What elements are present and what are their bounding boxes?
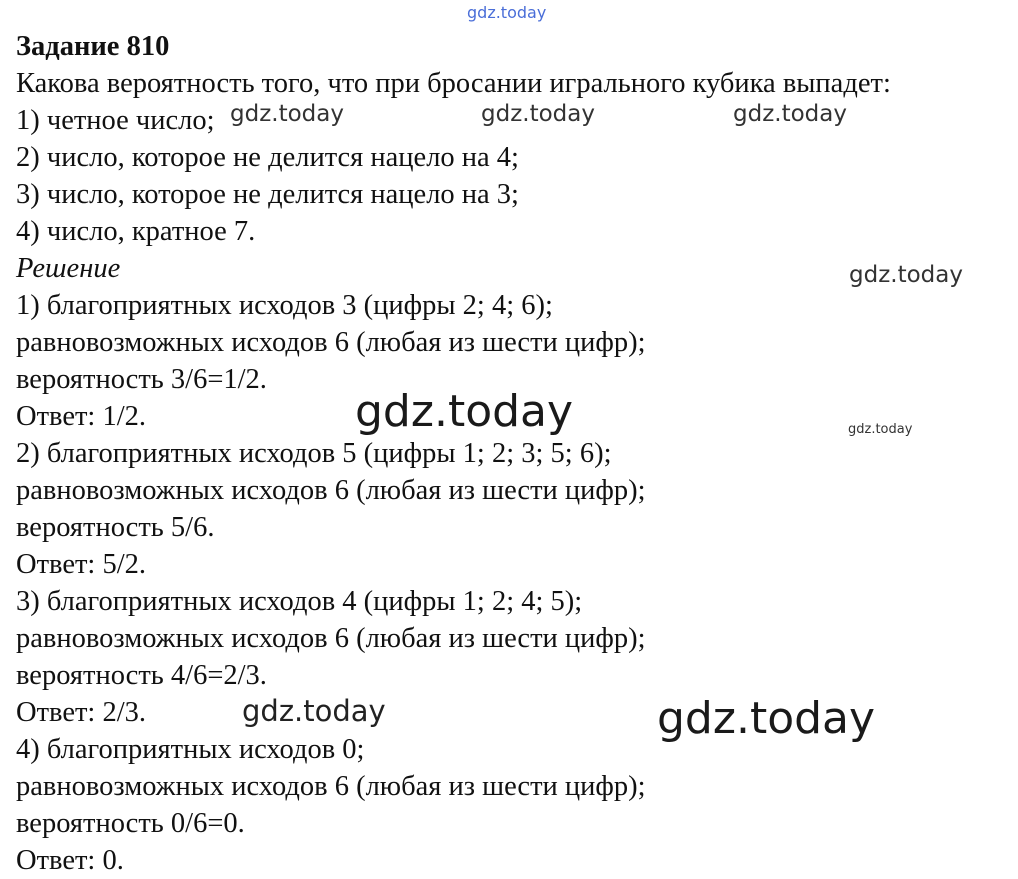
task-item: 2) число, которое не делится нацело на 4; <box>16 142 519 173</box>
solution-line: равновозможных исходов 6 (любая из шести цифр); <box>16 327 646 358</box>
answer-line: Ответ: 0. <box>16 845 124 876</box>
watermark: gdz.today <box>242 694 386 728</box>
watermark-large: gdz.today <box>355 386 574 437</box>
task-title: Задание 810 <box>16 31 170 62</box>
task-item: 3) число, которое не делится нацело на 3; <box>16 179 519 210</box>
solution-line: равновозможных исходов 6 (любая из шести цифр); <box>16 771 646 802</box>
solution-line: 1) благоприятных исходов 3 (цифры 2; 4; 6); <box>16 290 553 321</box>
solution-line: вероятность 0/6=0. <box>16 808 245 839</box>
watermark-large: gdz.today <box>657 693 876 744</box>
solution-line: 2) благоприятных исходов 5 (цифры 1; 2; 3; 5; 6); <box>16 438 612 469</box>
solution-line: равновозможных исходов 6 (любая из шести цифр); <box>16 623 646 654</box>
task-question: Какова вероятность того, что при бросании игрального кубика выпадет: <box>16 68 891 99</box>
watermark: gdz.today <box>230 101 344 127</box>
solution-line: 4) благоприятных исходов 0; <box>16 734 365 765</box>
watermark: gdz.today <box>849 262 963 288</box>
watermark-small: gdz.today <box>848 422 913 437</box>
solution-line: 3) благоприятных исходов 4 (цифры 1; 2; 4; 5); <box>16 586 583 617</box>
document-body <box>16 28 1016 879</box>
solution-line: вероятность 4/6=2/3. <box>16 660 267 691</box>
solution-heading: Решение <box>16 253 121 284</box>
answer-line: Ответ: 1/2. <box>16 401 147 432</box>
solution-line: равновозможных исходов 6 (любая из шести цифр); <box>16 475 646 506</box>
task-item: 1) четное число; <box>16 105 215 136</box>
watermark: gdz.today <box>733 101 847 127</box>
solution-line: вероятность 5/6. <box>16 512 215 543</box>
answer-line: Ответ: 5/2. <box>16 549 147 580</box>
task-item: 4) число, кратное 7. <box>16 216 256 247</box>
solution-line: вероятность 3/6=1/2. <box>16 364 267 395</box>
watermark: gdz.today <box>481 101 595 127</box>
answer-line: Ответ: 2/3. <box>16 697 147 728</box>
watermark-top: gdz.today <box>467 3 547 22</box>
